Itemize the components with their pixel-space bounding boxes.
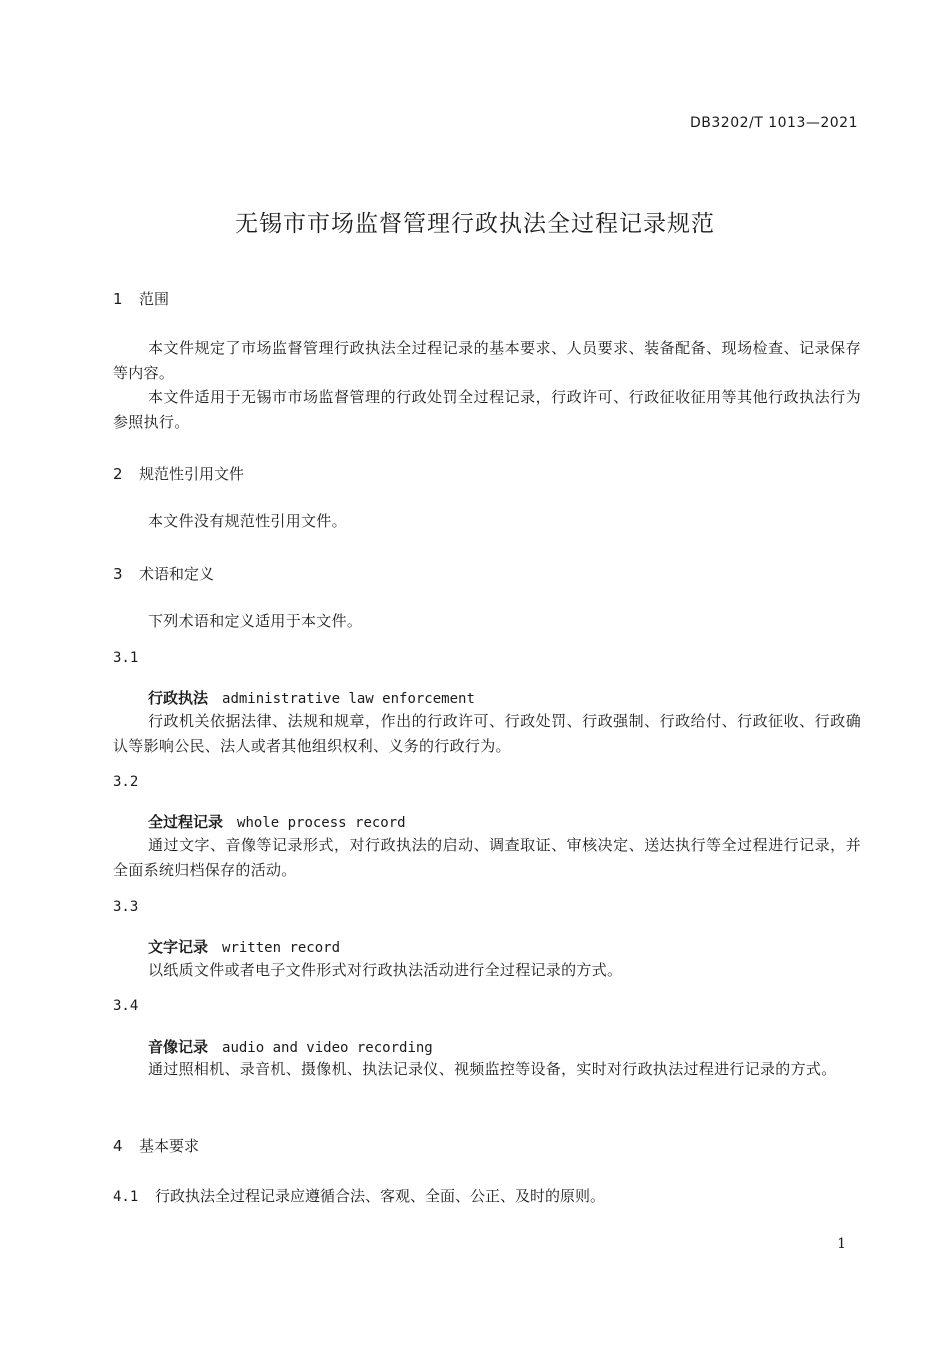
term-number: 3.4 [113,998,139,1014]
section-2-paragraph-1: 本文件没有规范性引用文件。 [148,512,347,530]
term-definition: 行政机关依据法律、法规和规章，作出的行政许可、行政处罚、行政强制、行政给付、行政征收、行政确认等影响公民、法人或者其他组织权利、义务的行政行为。 [113,712,861,755]
section-number: 3 [113,565,123,583]
section-1-heading [113,288,169,309]
section-1-paragraph-2: 本文件适用于无锡市市场监督管理的行政处罚全过程记录，行政许可、行政征收征用等其他行政执法行为参照执行。 [113,388,861,431]
section-3-paragraph-1: 下列术语和定义适用于本文件。 [148,612,363,630]
section-number: 4 [113,1137,123,1155]
section-number: 1 [113,290,123,308]
section-title: 术语和定义 [139,565,215,583]
term-definition: 以纸质文件或者电子文件形式对行政执法活动进行全过程记录的方式。 [148,961,623,979]
term-heading [148,687,475,708]
term-chinese: 全过程记录 [148,813,224,831]
term-heading [148,811,406,832]
term-english: whole process record [237,815,406,831]
term-number: 3.1 [113,650,139,666]
clause-4-1 [113,1185,861,1206]
section-title: 基本要求 [139,1137,200,1155]
term-english: audio and video recording [222,1040,433,1056]
section-title: 规范性引用文件 [139,465,245,483]
term-heading [148,1036,433,1057]
clause-text: 行政执法全过程记录应遵循合法、客观、全面、公正、及时的原则。 [155,1187,606,1205]
term-chinese: 音像记录 [148,1038,209,1056]
term-definition: 通过文字、音像等记录形式，对行政执法的启动、调查取证、审核决定、送达执行等全过程进行记录，并全面系统归档保存的活动。 [113,836,861,879]
section-3-heading [113,563,214,584]
section-title: 范围 [139,290,170,308]
term-chinese: 行政执法 [148,689,209,707]
term-english: written record [222,940,341,956]
term-heading [148,936,340,957]
clause-number: 4.1 [113,1189,139,1205]
document-title: 无锡市市场监督管理行政执法全过程记录规范 [235,211,715,237]
section-number: 2 [113,465,123,483]
section-2-heading [113,463,244,484]
term-number: 3.3 [113,899,139,915]
page-number: 1 [837,1236,846,1252]
term-number: 3.2 [113,774,139,790]
section-1-paragraph-1: 本文件规定了市场监督管理行政执法全过程记录的基本要求、人员要求、装备配备、现场检查、记录保存等内容。 [113,339,861,382]
term-english: administrative law enforcement [222,691,475,707]
document-id: DB3202/T 1013—2021 [690,115,858,131]
section-4-heading [113,1135,199,1156]
term-definition: 通过照相机、录音机、摄像机、执法记录仪、视频监控等设备，实时对行政执法过程进行记录的方式。 [148,1060,837,1078]
term-chinese: 文字记录 [148,938,209,956]
